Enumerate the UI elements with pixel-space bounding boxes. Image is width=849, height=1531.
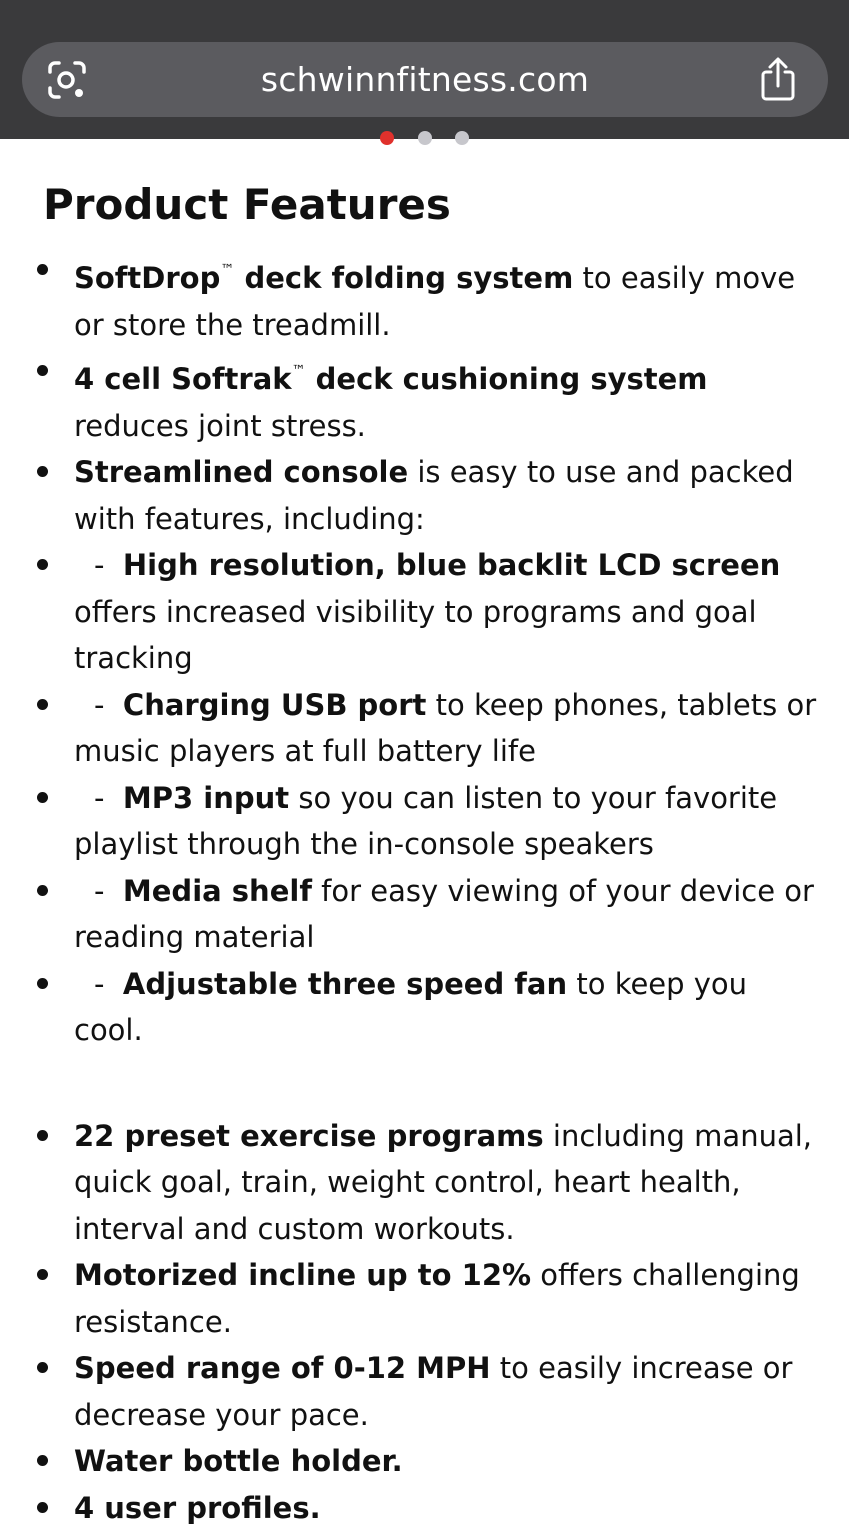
share-icon[interactable] <box>758 56 798 102</box>
list-item: 4 cell Softrak™ deck cushioning system reduces joint stress. <box>0 348 849 449</box>
list-item: 4 user profiles. <box>0 1485 849 1531</box>
browser-toolbar <box>0 0 849 139</box>
list-item: - Adjustable three speed fan to keep you cool. <box>0 961 849 1054</box>
list-item: Water bottle holder. <box>0 1438 849 1485</box>
page-content <box>0 139 849 1440</box>
list-item: - Charging USB port to keep phones, tablets or music players at full battery life <box>0 682 849 775</box>
list-item: Speed range of 0-12 MPH to easily increase or decrease your pace. <box>0 1345 849 1438</box>
page-title: Product Features <box>43 179 451 231</box>
list-item: - High resolution, blue backlit LCD screen offers increased visibility to programs and goal tracking <box>0 542 849 682</box>
list-item: - Media shelf for easy viewing of your device or reading material <box>0 868 849 961</box>
list-item: Motorized incline up to 12% offers challenging resistance. <box>0 1252 849 1345</box>
feature-list <box>0 247 849 1531</box>
list-spacer <box>0 1054 849 1113</box>
list-item: 22 preset exercise programs including manual, quick goal, train, weight control, heart health, interval and custom workouts. <box>0 1113 849 1253</box>
list-item: - MP3 input so you can listen to your favorite playlist through the in-console speakers <box>0 775 849 868</box>
list-item: Streamlined console is easy to use and packed with features, including: <box>0 449 849 542</box>
list-item: SoftDrop™ deck folding system to easily move or store the treadmill. <box>0 247 849 348</box>
url-text[interactable]: schwinnfitness.com <box>22 60 828 100</box>
address-bar[interactable] <box>22 42 828 117</box>
